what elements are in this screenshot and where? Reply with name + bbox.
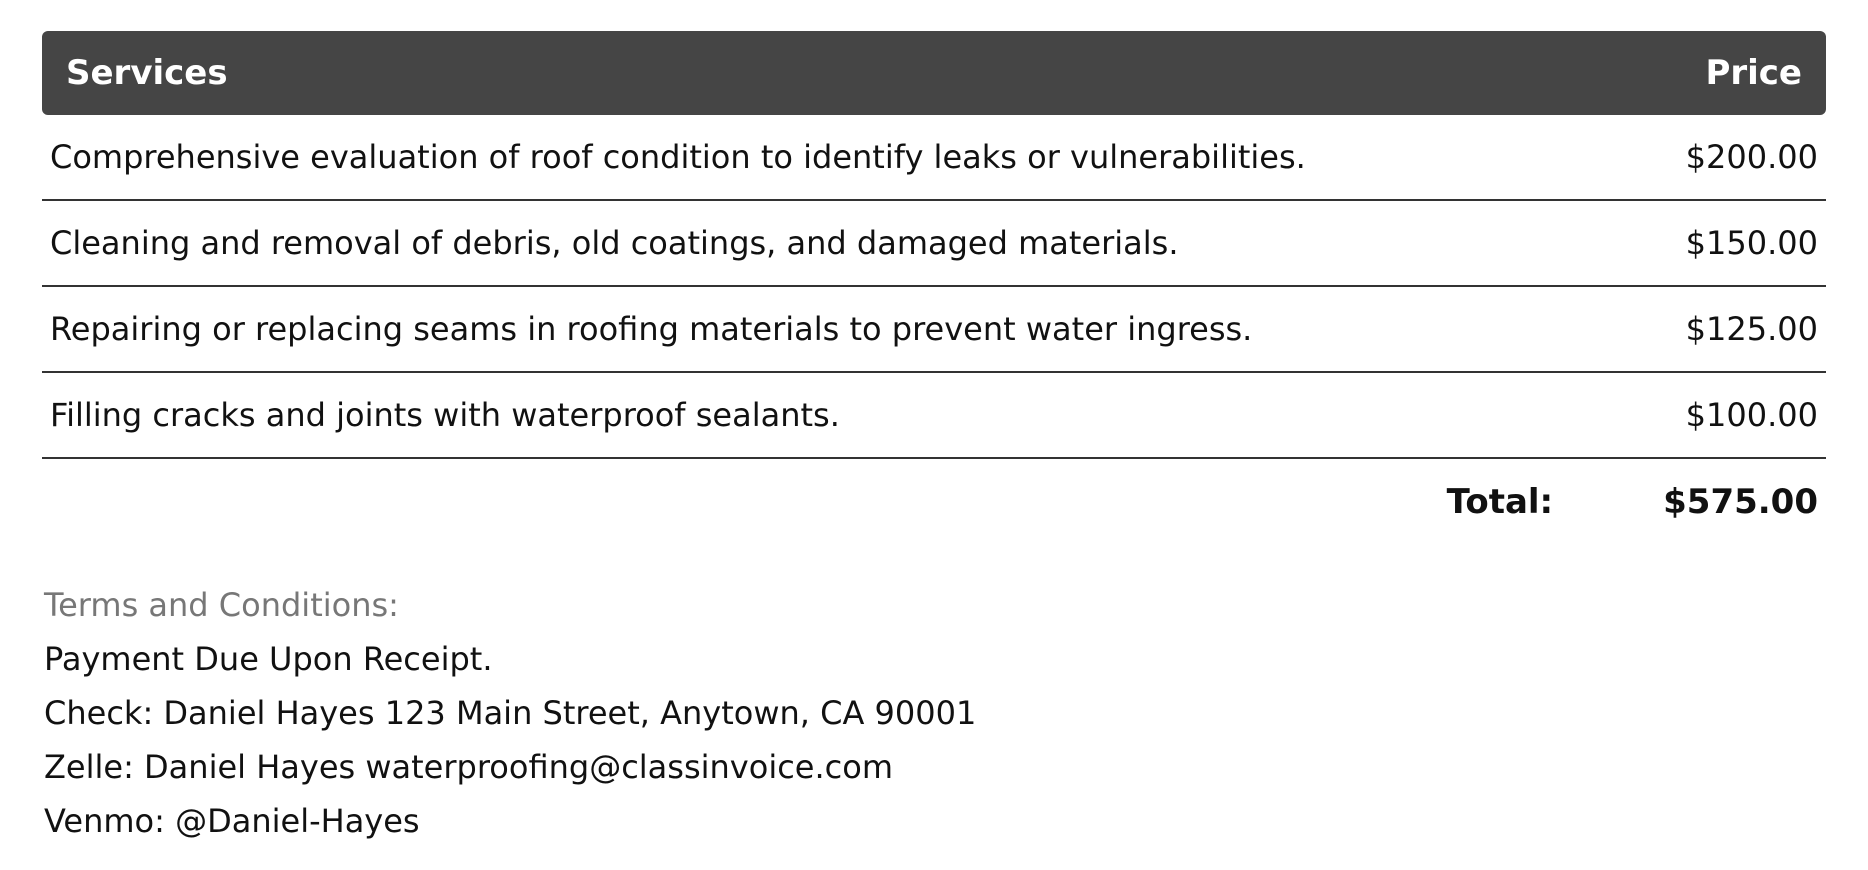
service-description: Comprehensive evaluation of roof condition to identify leaks or vulnerabilities. — [50, 138, 1306, 176]
service-description: Filling cracks and joints with waterproof sealants. — [50, 396, 840, 434]
terms-check: Check: Daniel Hayes 123 Main Street, Anytown, CA 90001 — [44, 694, 977, 732]
terms-heading: Terms and Conditions: — [44, 586, 399, 624]
total-value: $575.00 — [1663, 482, 1818, 522]
header-price: Price — [1705, 53, 1802, 93]
services-table — [42, 31, 1826, 545]
terms-payment-due: Payment Due Upon Receipt. — [44, 640, 493, 678]
header-services: Services — [66, 53, 228, 93]
total-label: Total: — [1446, 482, 1554, 522]
service-description: Cleaning and removal of debris, old coatings, and damaged materials. — [50, 224, 1179, 262]
terms-zelle: Zelle: Daniel Hayes waterproofing@classinvoice.com — [44, 748, 893, 786]
service-price: $200.00 — [1685, 138, 1818, 176]
service-description: Repairing or replacing seams in roofing materials to prevent water ingress. — [50, 310, 1253, 348]
service-price: $150.00 — [1685, 224, 1818, 262]
table-row — [42, 287, 1826, 373]
service-price: $125.00 — [1685, 310, 1818, 348]
table-row — [42, 373, 1826, 459]
table-header — [42, 31, 1826, 115]
terms-venmo: Venmo: @Daniel-Hayes — [44, 802, 420, 840]
table-row — [42, 201, 1826, 287]
table-row — [42, 115, 1826, 201]
total-row — [42, 459, 1826, 545]
terms-section — [44, 578, 976, 848]
service-price: $100.00 — [1685, 396, 1818, 434]
